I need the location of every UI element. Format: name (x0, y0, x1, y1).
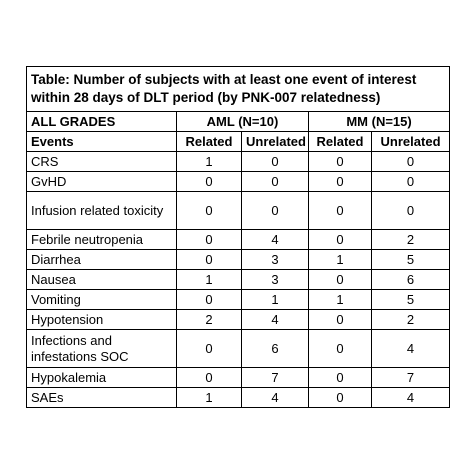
aml-related-count: 0 (177, 368, 242, 388)
mm-related-count: 0 (309, 172, 372, 192)
aml-unrelated-count: 4 (242, 388, 309, 408)
table-row (27, 368, 450, 388)
aml-related-count: 0 (177, 230, 242, 250)
mm-unrelated-count: 0 (372, 152, 450, 172)
events-table-container (26, 66, 449, 408)
aml-unrelated-count: 7 (242, 368, 309, 388)
event-name: Hypotension (27, 310, 177, 330)
mm-unrelated-count: 5 (372, 250, 450, 270)
column-header-row (27, 132, 450, 152)
table-row (27, 172, 450, 192)
event-name: Nausea (27, 270, 177, 290)
event-name: GvHD (27, 172, 177, 192)
event-name: Diarrhea (27, 250, 177, 270)
aml-related-count: 0 (177, 290, 242, 310)
mm-related-count: 0 (309, 192, 372, 230)
aml-related-count: 0 (177, 192, 242, 230)
mm-related-count: 0 (309, 388, 372, 408)
table-row (27, 330, 450, 368)
table-row (27, 152, 450, 172)
table-row (27, 230, 450, 250)
event-name: Vomiting (27, 290, 177, 310)
event-name: Infections and infestations SOC (27, 330, 177, 368)
grade-label: ALL GRADES (27, 112, 177, 132)
group-header-aml: AML (N=10) (177, 112, 309, 132)
aml-unrelated-count: 0 (242, 152, 309, 172)
mm-related-header: Related (309, 132, 372, 152)
table-row (27, 290, 450, 310)
table-row (27, 192, 450, 230)
mm-related-count: 0 (309, 310, 372, 330)
mm-unrelated-count: 7 (372, 368, 450, 388)
table-row (27, 270, 450, 290)
mm-related-count: 1 (309, 290, 372, 310)
mm-unrelated-count: 0 (372, 192, 450, 230)
mm-related-count: 0 (309, 152, 372, 172)
aml-unrelated-count: 0 (242, 192, 309, 230)
table-title: Table: Number of subjects with at least one event of interest within 28 days of DLT period (by PNK-007 relatedness) (27, 67, 450, 112)
aml-related-header: Related (177, 132, 242, 152)
aml-unrelated-count: 6 (242, 330, 309, 368)
mm-unrelated-count: 2 (372, 310, 450, 330)
aml-unrelated-count: 4 (242, 230, 309, 250)
mm-related-count: 1 (309, 250, 372, 270)
mm-related-count: 0 (309, 368, 372, 388)
aml-unrelated-header: Unrelated (242, 132, 309, 152)
aml-related-count: 1 (177, 388, 242, 408)
aml-related-count: 0 (177, 172, 242, 192)
table-title-row (27, 67, 450, 112)
mm-related-count: 0 (309, 230, 372, 250)
mm-related-count: 0 (309, 270, 372, 290)
event-name: CRS (27, 152, 177, 172)
mm-unrelated-count: 2 (372, 230, 450, 250)
event-name: Hypokalemia (27, 368, 177, 388)
aml-related-count: 2 (177, 310, 242, 330)
aml-unrelated-count: 1 (242, 290, 309, 310)
aml-related-count: 1 (177, 152, 242, 172)
aml-unrelated-count: 0 (242, 172, 309, 192)
mm-unrelated-count: 4 (372, 330, 450, 368)
event-name: Infusion related toxicity (27, 192, 177, 230)
table-row (27, 250, 450, 270)
mm-unrelated-count: 4 (372, 388, 450, 408)
mm-unrelated-header: Unrelated (372, 132, 450, 152)
aml-related-count: 1 (177, 270, 242, 290)
mm-unrelated-count: 0 (372, 172, 450, 192)
aml-unrelated-count: 3 (242, 250, 309, 270)
group-header-mm: MM (N=15) (309, 112, 450, 132)
event-name: SAEs (27, 388, 177, 408)
mm-unrelated-count: 5 (372, 290, 450, 310)
aml-related-count: 0 (177, 250, 242, 270)
aml-unrelated-count: 3 (242, 270, 309, 290)
mm-related-count: 0 (309, 330, 372, 368)
mm-unrelated-count: 6 (372, 270, 450, 290)
events-table (26, 66, 450, 408)
table-row (27, 388, 450, 408)
aml-unrelated-count: 4 (242, 310, 309, 330)
aml-related-count: 0 (177, 330, 242, 368)
group-header-row (27, 112, 450, 132)
table-row (27, 310, 450, 330)
events-column-header: Events (27, 132, 177, 152)
event-name: Febrile neutropenia (27, 230, 177, 250)
